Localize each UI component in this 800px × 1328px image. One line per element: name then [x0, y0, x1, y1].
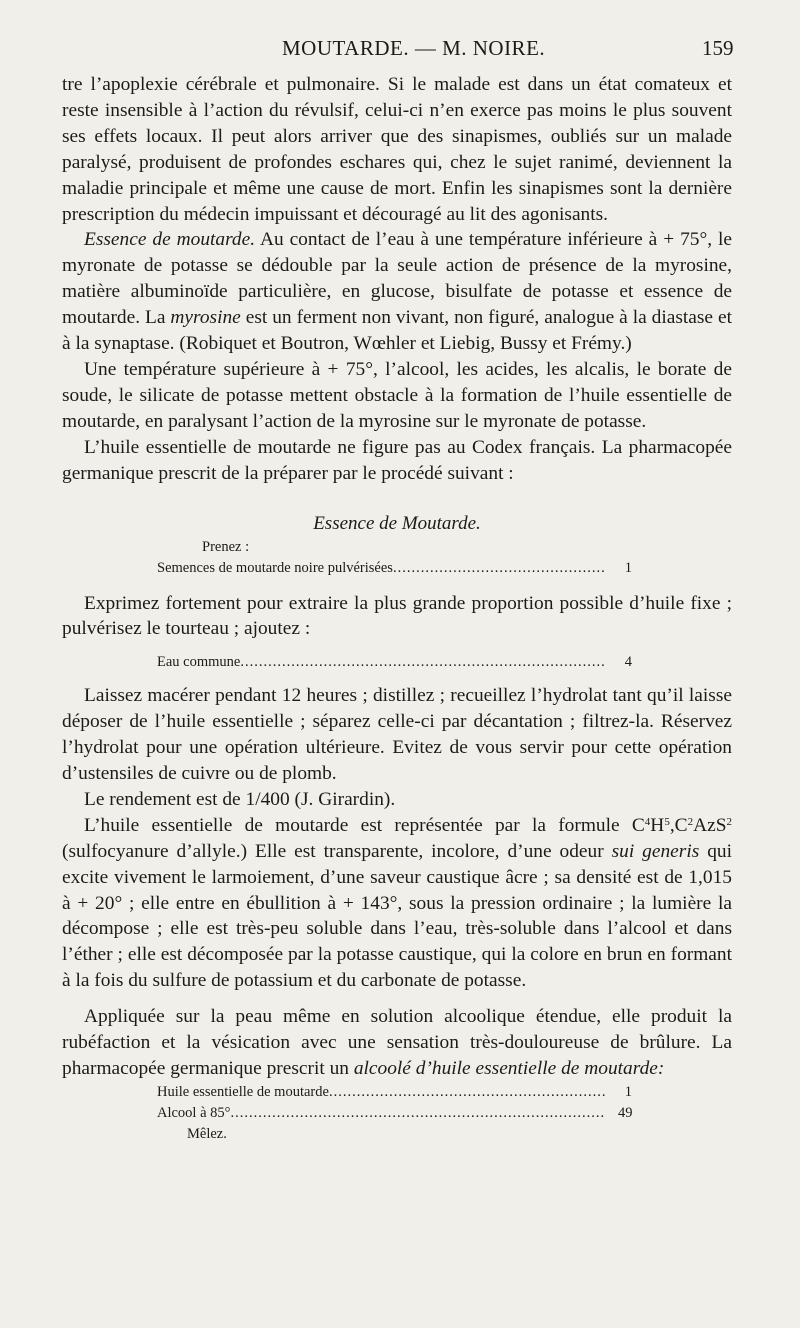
paragraph-exprimez: Exprimez fortement pour extraire la plus grande proportion possible d’huile fixe ; pulvérisez le tourteau ; ajoutez :: [62, 592, 732, 640]
paragraph-appliquee-text: Appliquée sur la peau même en solution alcoolique étendue, elle produit la rubéfaction et la vésication avec une sensation très-douloureuse de brûlure. La pharmacopée germanique prescrit un: [62, 1006, 732, 1079]
recipe-item: [62, 652, 732, 673]
paragraph-essence: [62, 227, 732, 357]
paragraph-rendement: Le rendement est de 1/400 (J. Girardin).: [84, 788, 396, 810]
leader-dots: [230, 1103, 606, 1124]
formula-superscript: 4: [644, 815, 651, 828]
recipe-title: Essence de Moutarde.: [313, 512, 481, 534]
leader-dots: [329, 1082, 606, 1103]
recipe-item-label: Alcool à 85°: [157, 1104, 231, 1121]
paragraph-appliquee: [62, 1004, 732, 1082]
section-heading-essence: Essence de moutarde.: [84, 229, 256, 251]
running-header: [0, 36, 800, 66]
page-body: [62, 72, 732, 1145]
recipe-item-quantity: 1: [624, 559, 632, 576]
recipe-melez: Mêlez.: [187, 1125, 227, 1142]
recipe-item-label: Huile essentielle de moutarde: [157, 1083, 329, 1100]
recipe-item: [62, 1103, 732, 1124]
paragraph-formule: [62, 813, 732, 994]
formula-superscript: 5: [664, 815, 670, 828]
leader-dots: [393, 558, 606, 579]
paragraph-formule-text: qui excite vivement le larmoiement, d’une saveur caustique âcre ; sa densité est de 1,015 à + 20° ; elle entre en ébullition à + 143°, sous la pression ordinaire ; la lumière la décompose ; elle est très-peu soluble dans l’eau, très-soluble dans l’alcool et dans l’éther ; elle est décomposée par la potasse caustique, qui la colore en brun en formant à la fois du sulfure de potassium et du carbonate de potasse.: [62, 840, 732, 992]
recipe-item-quantity: 49: [618, 1104, 633, 1121]
term-myrosine: myrosine: [170, 307, 241, 329]
recipe-item-label: Semences de moutarde noire pulvérisées: [157, 559, 393, 576]
recipe-prenez: Prenez :: [202, 538, 250, 555]
formula-superscript: 2: [726, 815, 732, 828]
term-alcoole: alcoolé d’huile essentielle de moutarde:: [353, 1058, 665, 1079]
paragraph-temperature: Une température supérieure à + 75°, l’alcool, les acides, les alcalis, le borate de soude, le silicate de potasse mettent obstacle à la formation de l’huile essentielle de moutarde, en paralysant l’action de la myrosine sur le myronate de potasse.: [62, 358, 732, 432]
recipe-item-quantity: 1: [624, 1083, 632, 1100]
paragraph-apoplexie: tre l’apoplexie cérébrale et pulmonaire. Si le malade est dans un état comateux et reste insensible à l’action du révulsif, celui-ci n’en exerce pas moins le plus souvent ses effets locaux. Il peut alors arriver que des sinapismes, oubliés sur un malade paralysé, produisent de profondes eschares qui, chez le sujet ranimé, deviennent la maladie principale et même une cause de mort. Enfin les sinapismes sont la dernière prescription du médecin impuissant et découragé au lit des agonisants.: [62, 74, 732, 225]
leader-dots: [240, 652, 606, 673]
paragraph-formule-text: (sulfocyanure d’allyle.) Elle est transparente, incolore, d’une odeur: [62, 840, 612, 862]
term-sui-generis: sui generis: [611, 840, 700, 862]
recipe-item-label: Eau commune: [157, 654, 241, 671]
paragraph-codex: L’huile essentielle de moutarde ne figure pas au Codex français. La pharmacopée germanique prescrit de la préparer par le procédé suivant :: [62, 436, 732, 484]
page-number: 159: [702, 36, 734, 60]
paragraph-essence-text-b: est un ferment non vivant, non figuré, analogue à la diastase et à la synaptase. (Robiquet et Boutron, Wœhler et Liebig, Bussy et Frémy.): [62, 307, 732, 355]
formula-text: H: [650, 814, 665, 836]
running-title: MOUTARDE. — M. NOIRE.: [282, 36, 546, 60]
paragraph-macerer: Laissez macérer pendant 12 heures ; distillez ; recueillez l’hydrolat tant qu’il laisse déposer de l’huile essentielle ; séparez celle-ci par décantation ; filtrez-la. Réservez l’hydrolat pour une opération ultérieure. Evitez de vous servir pour cette opération d’ustensiles de cuivre ou de plomb.: [62, 685, 732, 785]
recipe-item-quantity: 4: [624, 654, 632, 671]
recipe-item: [62, 1082, 732, 1103]
formula-superscript: 2: [687, 815, 694, 828]
recipe-item: [62, 558, 732, 579]
formula-text: ,C: [669, 814, 688, 836]
formula-text: L’huile essentielle de moutarde est représentée par la formule C: [84, 814, 645, 836]
formula-text: AzS: [693, 814, 727, 836]
paragraph-essence-text-a: Au contact de l’eau à une température inférieure à + 75°, le myronate de potasse se dédouble par la seule action de présence de la myrosine, matière albuminoïde particulière, en glucose, bisulfate de potasse et essence de moutarde. La: [62, 229, 732, 329]
